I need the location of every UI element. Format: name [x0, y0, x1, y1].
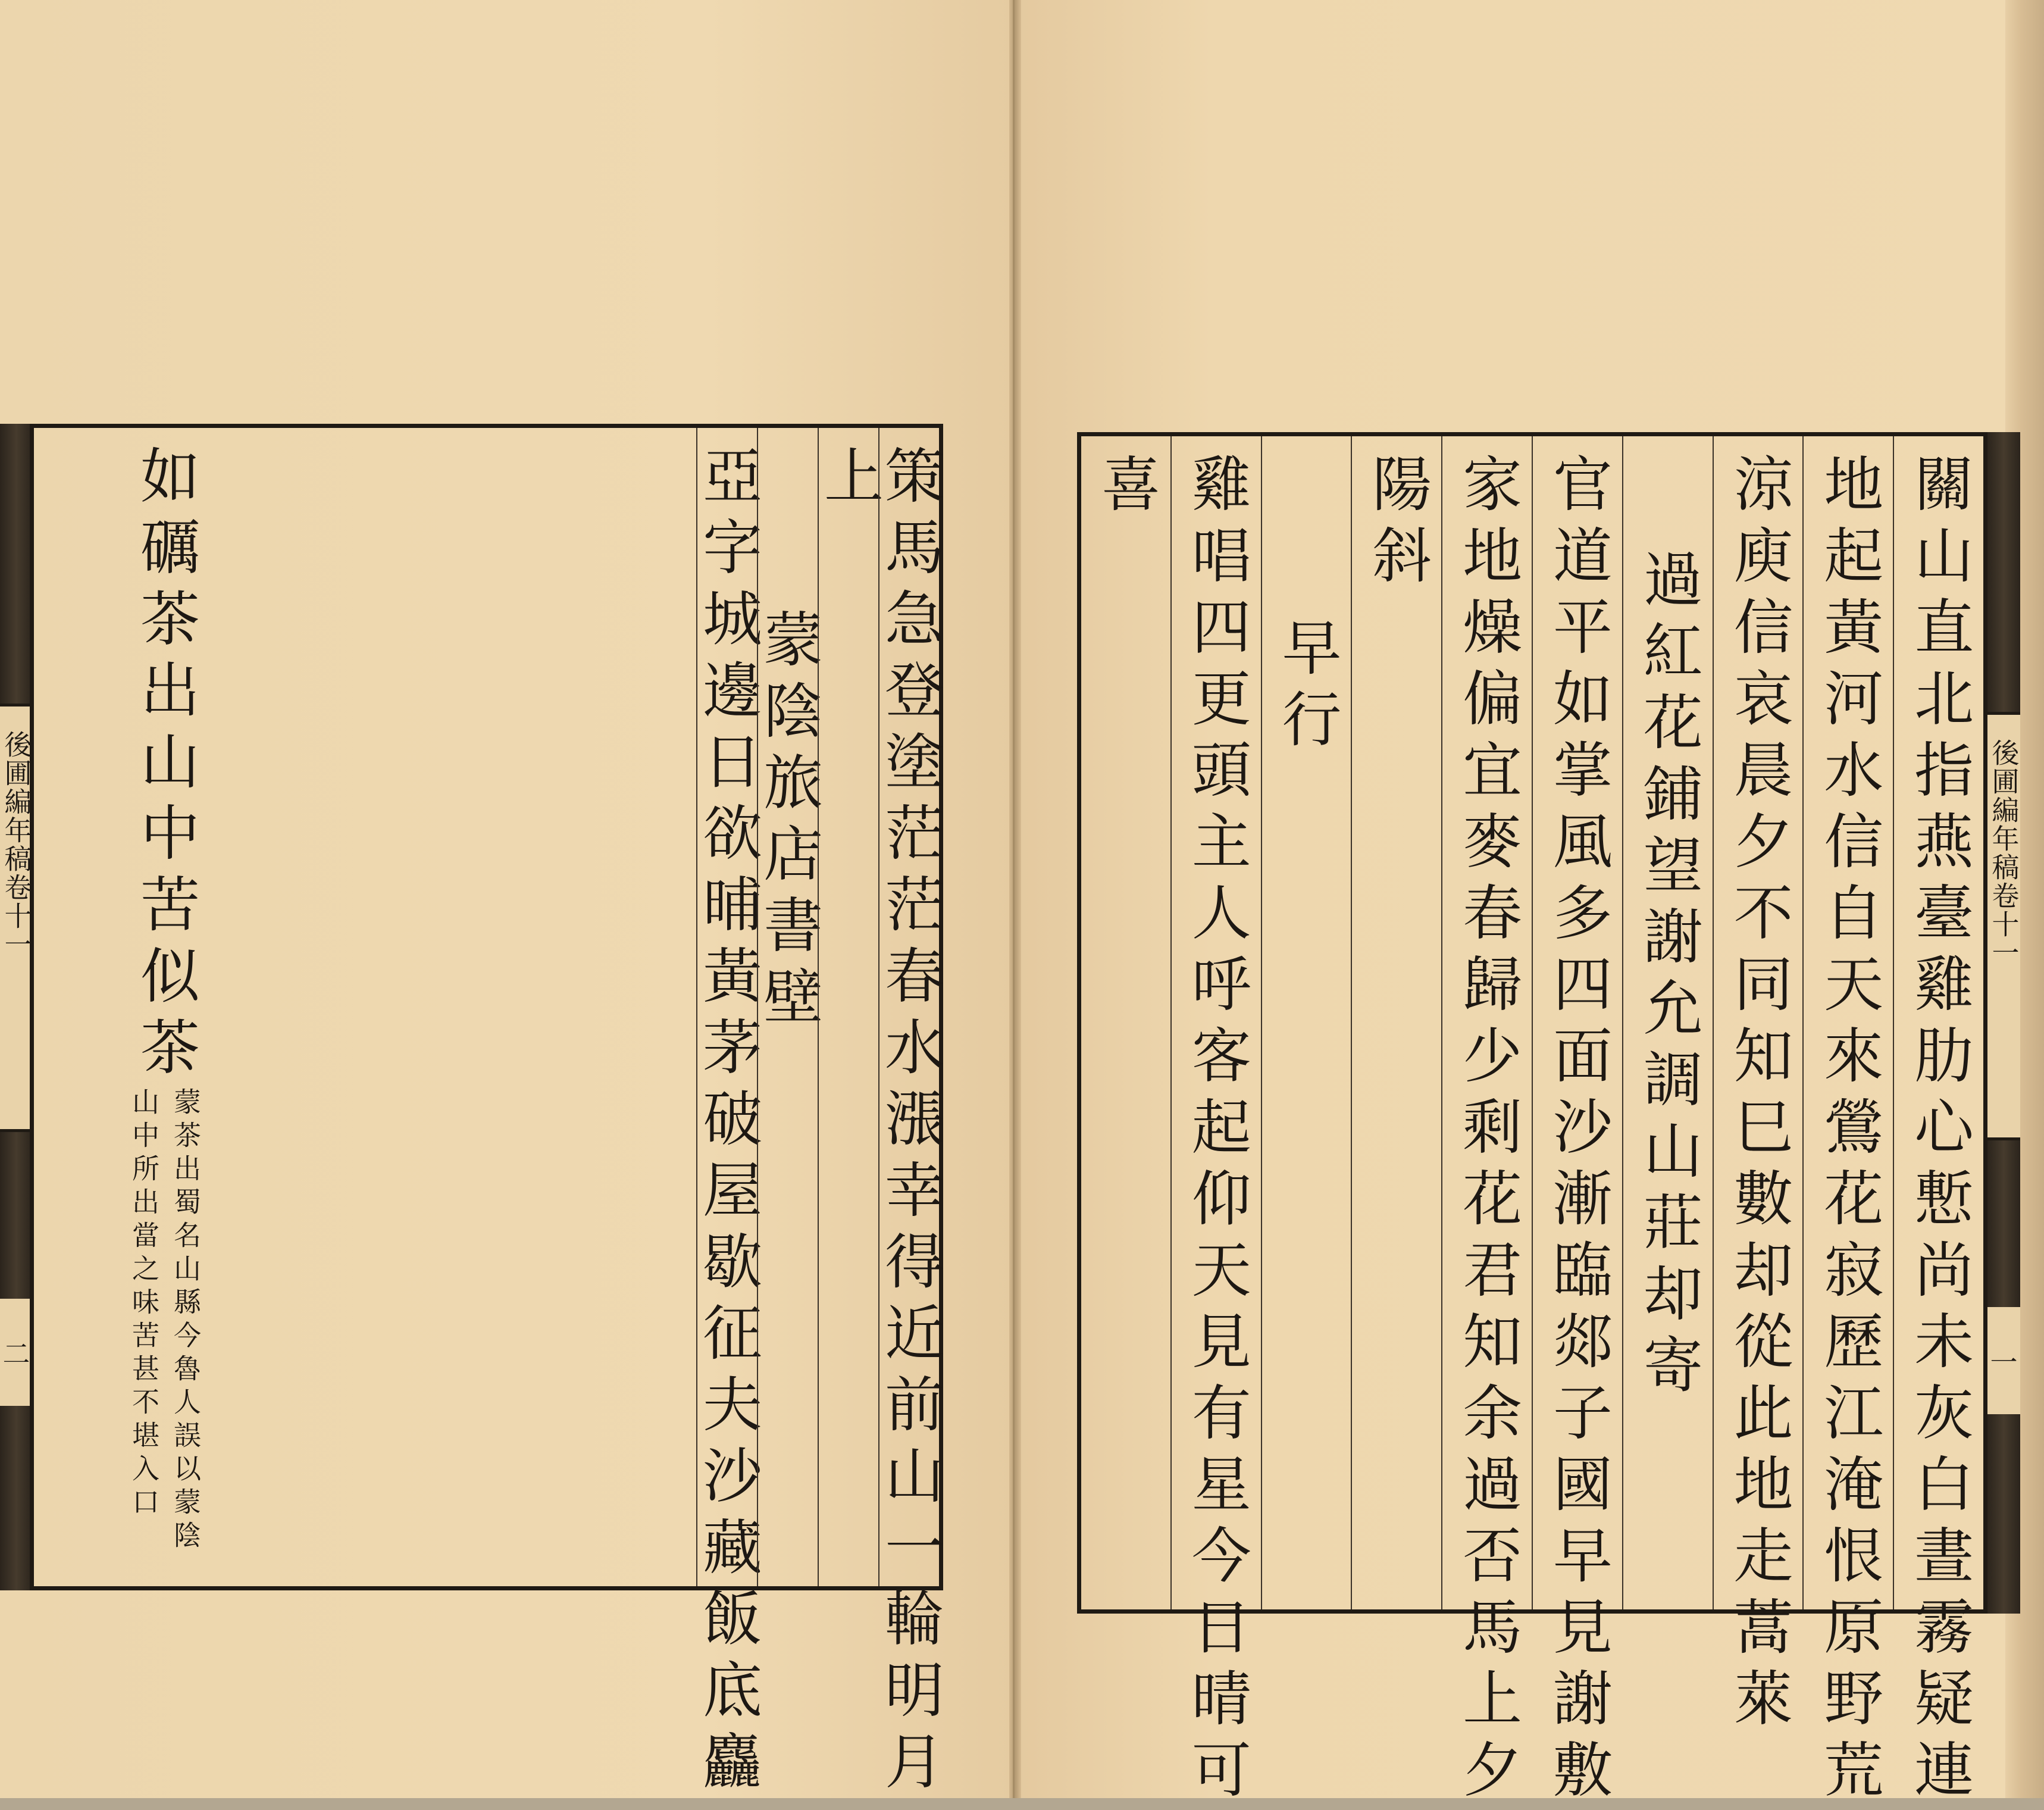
poem-title: 早行 — [1272, 617, 1342, 759]
right-column-4 — [1622, 436, 1713, 1609]
poem-line: 地起黃河水信自天來鶯花寂歷江淹恨原野荒 — [1814, 453, 1884, 1810]
annotation-line-2: 山中所出當之味苦甚不堪入口 — [128, 1087, 160, 1521]
right-margin-title: 後圃編年稿卷十一 — [1987, 739, 2020, 967]
poem-title: 過紅花鋪望謝允調山莊却寄 — [1633, 548, 1703, 1405]
right-page-number: 一 — [1987, 1307, 2020, 1414]
poem-line: 雞唱四更頭主人呼客起仰天見有星今日晴可 — [1181, 453, 1251, 1810]
right-margin-title-box — [1987, 712, 2020, 1140]
poem-line: 喜 — [1091, 453, 1161, 524]
poem-line: 策馬急登塗茫茫春水漲幸得近前山一輪明月 — [875, 445, 944, 1802]
left-column-1 — [875, 428, 944, 1802]
left-page-number: 二 — [0, 1299, 33, 1406]
right-column-1 — [1893, 436, 1983, 1810]
right-column-2 — [1802, 436, 1893, 1810]
poem-title: 蒙陰旅店書壁 — [753, 608, 823, 1037]
poem-line: 家地燥偏宜麥春歸少剩花君知余過否馬上夕 — [1453, 453, 1523, 1810]
left-column-5 — [0, 428, 696, 1586]
poem-line: 如礪茶出山中苦似茶 — [130, 445, 200, 1087]
poem-line: 上 — [814, 445, 884, 516]
poem-line: 亞字城邊日欲晡黃茅破屋歇征夫沙藏飯底麤 — [693, 445, 762, 1802]
right-column-10 — [1081, 436, 1170, 1609]
right-text-frame — [1077, 432, 1987, 1810]
annotation — [124, 1087, 205, 1554]
right-column-9 — [1170, 436, 1261, 1810]
left-column-3 — [753, 428, 823, 1586]
right-column-5 — [1532, 436, 1622, 1810]
left-column-2 — [814, 428, 884, 1586]
right-column-6 — [1441, 436, 1532, 1810]
right-block-center — [1987, 432, 2020, 1614]
poem-line: 官道平如掌風多四面沙漸臨郯子國早見謝敷 — [1542, 453, 1613, 1810]
poem-line: 涼庾信哀晨夕不同知巳數却從此地走蒿萊 — [1723, 453, 1793, 1739]
left-text-frame — [30, 424, 944, 1802]
annotation-line-1: 蒙茶出蜀名山縣今魯人誤以蒙陰 — [170, 1087, 202, 1554]
poem-line: 關山直北指燕臺雞肋心慙尚未灰白晝霧疑連 — [1904, 453, 1974, 1810]
right-column-7 — [1351, 436, 1441, 1609]
poem-line: 陽斜 — [1362, 453, 1432, 596]
book-gutter — [1009, 0, 1021, 1798]
left-column-4 — [693, 428, 762, 1802]
right-column-3 — [1713, 436, 1803, 1739]
left-margin-title: 後圃編年稿卷十一 — [0, 730, 33, 959]
right-column-8 — [1261, 436, 1351, 1609]
